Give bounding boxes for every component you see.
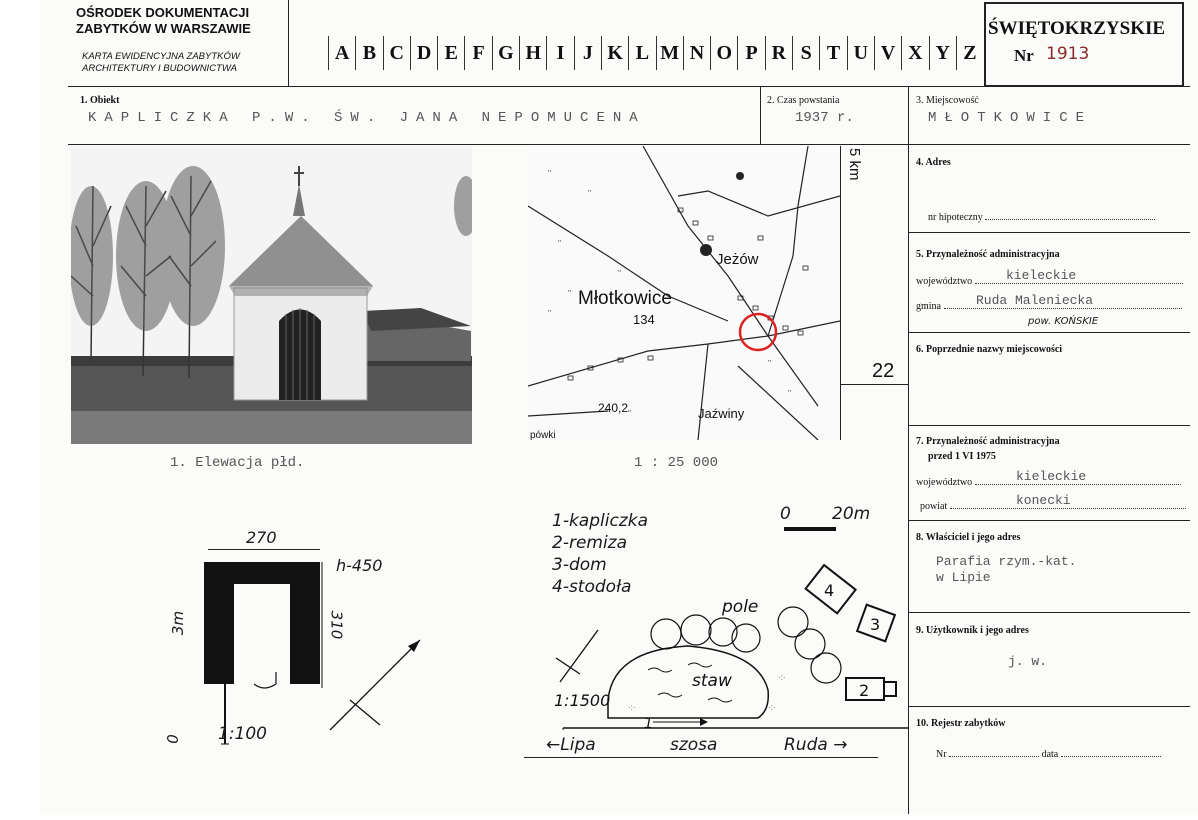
site-scale: 1:1500	[554, 691, 611, 710]
obiekt-label: 1. Obiekt	[80, 95, 120, 106]
svg-text:·:·: ·:·	[628, 703, 636, 712]
alphabet-index	[328, 36, 983, 70]
hipoteczny-row	[928, 212, 1155, 223]
inventory-card	[40, 0, 1198, 815]
region-box	[984, 2, 1184, 87]
road-label-ruda: Ruda →	[784, 735, 848, 755]
czas-value: 1937 r.	[795, 110, 854, 126]
org-name	[76, 5, 251, 37]
index-letter-i: I	[546, 36, 573, 70]
nr-value: 1913	[1046, 44, 1090, 64]
svg-text:'': ''	[618, 269, 622, 278]
powiat-note: pow. KOŃSKIE	[1028, 316, 1099, 327]
index-letter-e: E	[437, 36, 464, 70]
org-line-2: ZABYTKÓW W WARSZAWIE	[76, 21, 251, 36]
czas-label: 2. Czas powstania	[767, 95, 840, 106]
index-letter-d: D	[410, 36, 437, 70]
svg-text:'': ''	[768, 359, 772, 368]
index-letter-m: M	[656, 36, 683, 70]
map-label-mlotkowice: Młotkowice	[578, 288, 672, 309]
svg-text:'': ''	[548, 169, 552, 178]
photo-caption: 1. Elewacja płd.	[170, 455, 305, 471]
map-drawing	[528, 146, 840, 440]
svg-text:'': ''	[568, 289, 572, 298]
building-4-label: 4	[824, 581, 835, 600]
map-label-22: 22	[872, 360, 895, 382]
legend-item-3: 3-dom	[552, 555, 607, 575]
index-letter-o: O	[710, 36, 737, 70]
index-letter-k: K	[601, 36, 628, 70]
org-line-1: OŚRODEK DOKUMENTACJI	[76, 5, 250, 20]
card-type-line-1: KARTA EWIDENCYJNA ZABYTKÓW	[82, 51, 240, 62]
floor-plan-drawing	[180, 540, 440, 750]
miejscowosc-label: 3. Miejscowość	[916, 95, 979, 106]
index-letter-x: X	[901, 36, 928, 70]
site-scale-20m: 20m	[832, 504, 871, 524]
hipoteczny-label: nr hipoteczny	[928, 212, 983, 223]
uzytkownik-label: 9. Użytkownik i jego adres	[916, 625, 1029, 636]
map-label-km: 5 km	[846, 148, 863, 181]
przed-label-2: przed 1 VI 1975	[928, 451, 996, 462]
map-scale: 1 : 25 000	[634, 455, 719, 471]
rejestr-row	[936, 749, 1161, 760]
uzytkownik-value: j. w.	[1008, 654, 1048, 669]
plan-scale-3m: 3m	[169, 610, 188, 636]
powiat-label: powiat	[920, 501, 948, 512]
index-letter-l: L	[628, 36, 655, 70]
poprzednie-label: 6. Poprzednie nazwy miejscowości	[916, 344, 1063, 355]
gmina-value: Ruda Maleniecka	[976, 293, 1094, 308]
plan-scale-zero: 0	[163, 734, 182, 744]
region-name: ŚWIĘTOKRZYSKIE	[988, 18, 1166, 39]
index-letter-r: R	[765, 36, 792, 70]
wlasciciel-line-1: Parafia rzym.-kat.	[936, 554, 1077, 569]
index-letter-j: J	[574, 36, 601, 70]
svg-text:·:·: ·:·	[768, 703, 776, 712]
index-letter-h: H	[519, 36, 546, 70]
road-label-szosa: szosa	[670, 735, 718, 755]
gmina-label: gmina	[916, 301, 941, 312]
index-letter-p: P	[737, 36, 764, 70]
index-letter-c: C	[383, 36, 410, 70]
index-letter-f: F	[464, 36, 491, 70]
field-label: pole	[722, 597, 759, 617]
road-label-lipa: ←Lipa	[546, 735, 596, 755]
card-type-line-2: ARCHITEKTURY I BUDOWNICTWA	[82, 63, 237, 74]
index-letter-y: Y	[929, 36, 956, 70]
miejscowosc-value: MŁOTKOWICE	[928, 110, 1093, 126]
rejestr-data-label: data	[1041, 749, 1059, 760]
adres-label: 4. Adres	[916, 157, 951, 168]
chapel-photo	[71, 146, 472, 444]
obiekt-value: KAPLICZKA P.W. ŚW. JANA NEPOMUCENA	[88, 110, 646, 126]
woj2-label: województwo	[916, 477, 973, 488]
svg-text:'': ''	[788, 389, 792, 398]
map-label-jazwiny: Jaźwiny	[698, 406, 745, 421]
legend-item-4: 4-stodoła	[552, 577, 632, 597]
rejestr-label: 10. Rejestr zabytków	[916, 718, 1006, 729]
svg-text:'': ''	[588, 189, 592, 198]
wojewodztwo-value: kieleckie	[1006, 268, 1077, 283]
przynaleznosc-label: 5. Przynależność administracyjna	[916, 249, 1060, 260]
rejestr-nr-label: Nr	[936, 749, 947, 760]
wlasciciel-line-2: w Lipie	[936, 570, 991, 585]
index-letter-n: N	[683, 36, 710, 70]
chapel-photo-image	[71, 146, 472, 444]
index-letter-g: G	[492, 36, 519, 70]
index-letter-s: S	[792, 36, 819, 70]
plan-depth-label: 310	[327, 610, 346, 640]
wojewodztwo-label: województwo	[916, 276, 973, 287]
legend-item-1: 1-kapliczka	[552, 511, 648, 531]
map-label-jezow: Jeżów	[716, 251, 759, 268]
plan-height-label: h-450	[336, 556, 383, 575]
pond-label: staw	[692, 671, 732, 691]
index-letter-u: U	[847, 36, 874, 70]
index-letter-z: Z	[956, 36, 983, 70]
woj2-value: kieleckie	[1016, 469, 1087, 484]
legend-item-2: 2-remiza	[552, 533, 628, 553]
powiat-value: konecki	[1016, 493, 1071, 508]
przed-label-1: 7. Przynależność administracyjna	[916, 436, 1060, 447]
svg-text:'': ''	[628, 409, 632, 418]
plan-scale: 1:100	[218, 724, 267, 744]
index-letter-b: B	[355, 36, 382, 70]
location-map	[528, 146, 840, 440]
svg-text:'': ''	[548, 309, 552, 318]
map-label-bottom: pówki	[530, 430, 556, 440]
svg-text:'': ''	[558, 239, 562, 248]
map-label-134: 134	[633, 312, 655, 327]
wlasciciel-label: 8. Właściciel i jego adres	[916, 532, 1021, 543]
nr-label: Nr	[1014, 46, 1034, 65]
map-label-240: 240,2	[598, 401, 629, 415]
index-letter-a: A	[328, 36, 355, 70]
site-scale-zero: 0	[780, 504, 791, 524]
index-letter-t: T	[819, 36, 846, 70]
svg-text:·:·: ·:·	[778, 673, 786, 682]
card-type	[82, 51, 240, 75]
building-3-label: 3	[870, 615, 881, 634]
building-2-label: 2	[859, 681, 870, 700]
site-building-1-label: 1	[644, 716, 653, 732]
plan-width-label: 270	[246, 528, 277, 547]
index-letter-v: V	[874, 36, 901, 70]
